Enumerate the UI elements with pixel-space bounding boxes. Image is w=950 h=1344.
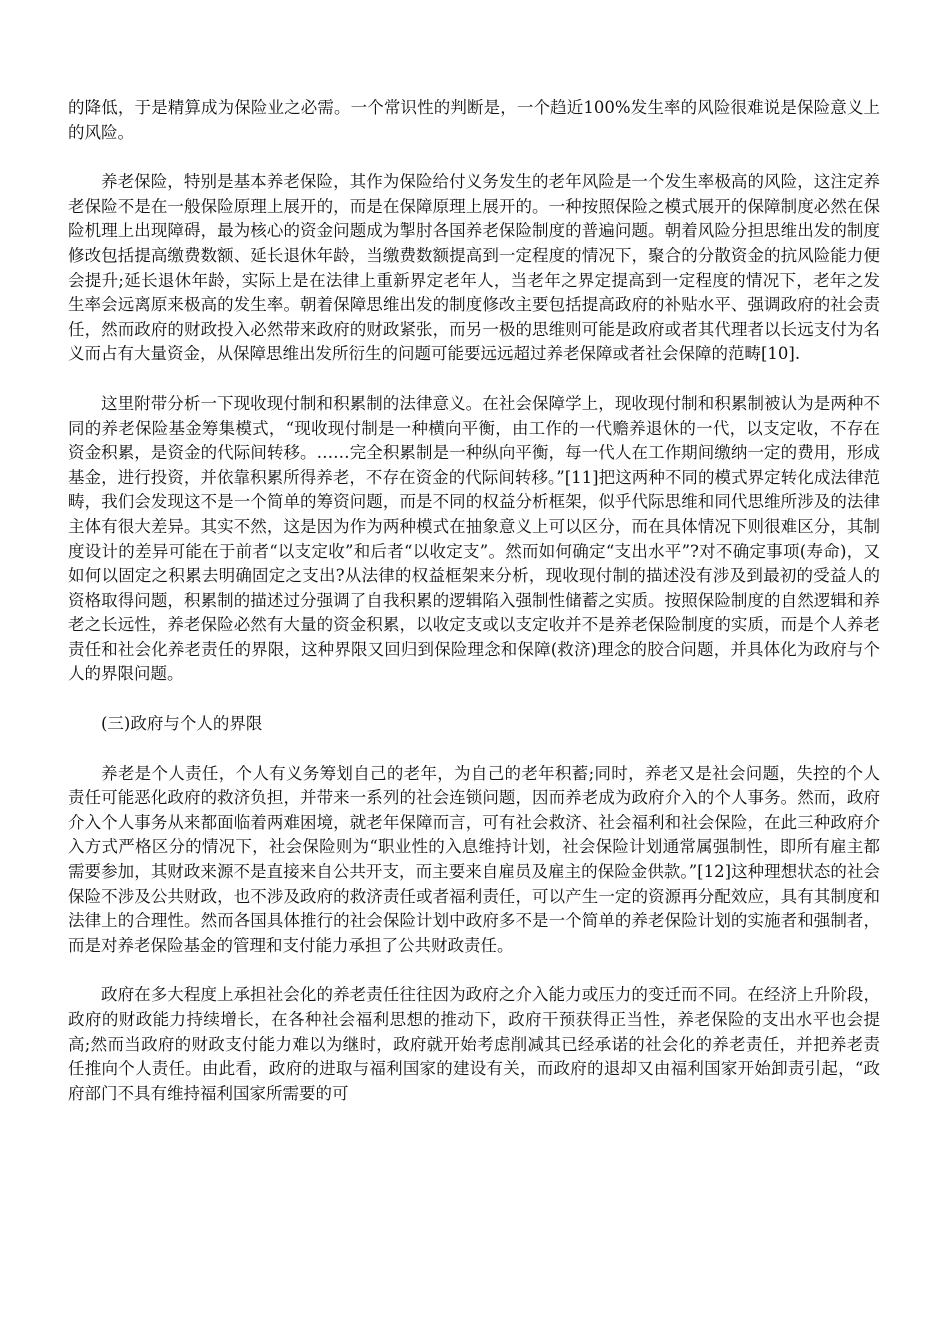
paragraph-government-role: 政府在多大程度上承担社会化的养老责任往往因为政府之介入能力或压力的变迁而不同。在经济上升阶段，政府的财政能力持续增长，在各种社会福利思想的推动下，政府干预获得正当性，养老保险的支出水平也会提高;然而当政府的财政支付能力难以为继时，政府就开始考虑削减其已经承诺的社会化的养老责任，并把养老责任推向个人责任。由此看，政府的进取与福利国家的建设有关，而政府的退却又由福利国家开始卸责引起，“政府部门不具有维持福利国家所需要的可 <box>68 985 880 1103</box>
paragraph-individual-responsibility: 养老是个人责任，个人有义务筹划自己的老年，为自己的老年积蓄;同时，养老又是社会问题，失控的个人责任可能恶化政府的救济负担，并带来一系列的社会连锁问题，因而养老成为政府介入的个人事务。然而，政府介入个人事务从来都面临着两难困境，就老年保障而言，可有社会救济、社会福利和社会保险，在此三种政府介入方式严格区分的情况下，社会保险则为“职业性的入息维持计划，社会保险计划通常属强制性，即所有雇主都需要参加，其财政来源不是直接来自公共开支，而主要来自雇员及雇主的保险金供款。”[12]这种理想状态的社会保险不涉及公共财政，也不涉及政府的救济责任或者福利责任，可以产生一定的资源再分配效应，具有其制度和法律上的合理性。然而各国具体推行的社会保险计划中政府多不是一个简单的养老保险计划的实施者和强制者，而是对养老保险基金的管理和支付能力承担了公共财政责任。 <box>68 763 880 955</box>
section-heading: (三)政府与个人的界限 <box>101 714 263 734</box>
paragraph-pension-risk: 养老保险，特别是基本养老保险，其作为保险给付义务发生的老年风险是一个发生率极高的风险，这注定养老保险不是在一般保险原理上展开的，而是在保障原理上展开的。一种按照保险之模式展开的保障制度必然在保险机理上出现障碍，最为核心的资金问题成为掣肘各国养老保险制度的普遍问题。朝着风险分担思维出发的制度修改包括提高缴费数额、延长退休年龄，当缴费数额提高到一定程度的情况下，聚合的分散资金的抗风险能力便会提升;延长退休年龄，实际上是在法律上重新界定老年人，当老年之界定提高到一定程度的情况下，老年之发生率会远离原来极高的发生率。朝着保障思维出发的制度修改主要包括提高政府的补贴水平、强调政府的社会责任，然而政府的财政投入必然带来政府的财政紧张，而另一极的思维则可能是政府或者其代理者以长远支付为名义而占有大量资金，从保障思维出发所衍生的问题可能要远远超过养老保障或者社会保障的范畴[10]. <box>68 172 880 364</box>
paragraph-funding-models: 这里附带分析一下现收现付制和积累制的法律意义。在社会保障学上，现收现付制和积累制被认为是两种不同的养老保险基金筹集模式，“现收现付制是一种横向平衡，由工作的一代赡养退休的一代，以支定收，不存在资金积累，是资金的代际间转移。……完全积累制是一种纵向平衡，每一代人在工作期间缴纳一定的费用，形成基金，进行投资，并依靠积累所得养老，不存在资金的代际间转移。”[11]把这两种不同的模式界定转化成法律范畴，我们会发现这不是一个简单的筹资问题，而是不同的权益分析框架，似乎代际思维和同代思维所涉及的法律主体有很大差异。其实不然，这是因为作为两种模式在抽象意义上可以区分，而在具体情况下则很难区分，其制度设计的差异可能在于前者“以支定收”和后者“以收定支”。然而如何确定“支出水平”?对不确定事项(寿命)，又如何以固定之积累去明确固定之支出?从法律的权益框架来分析，现收现付制的描述没有涉及到最初的受益人的资格取得问题，积累制的描述过分强调了自我积累的逻辑陷入强制性储蓄之实质。按照保险制度的自然逻辑和养老之长远性，养老保险必然有大量的资金积累，以收定支或以支定收并不是养老保险制度的实质，而是个人养老责任和社会化养老责任的界限，这种界限又回归到保险理念和保障(救济)理念的胶合问题，并具体化为政府与个人的界限问题。 <box>68 393 880 684</box>
document-page <box>68 96 880 1131</box>
paragraph-continuation: 的降低，于是精算成为保险业之必需。一个常识性的判断是，一个趋近100%发生率的风险很难说是保险意义上的风险。 <box>68 98 880 142</box>
